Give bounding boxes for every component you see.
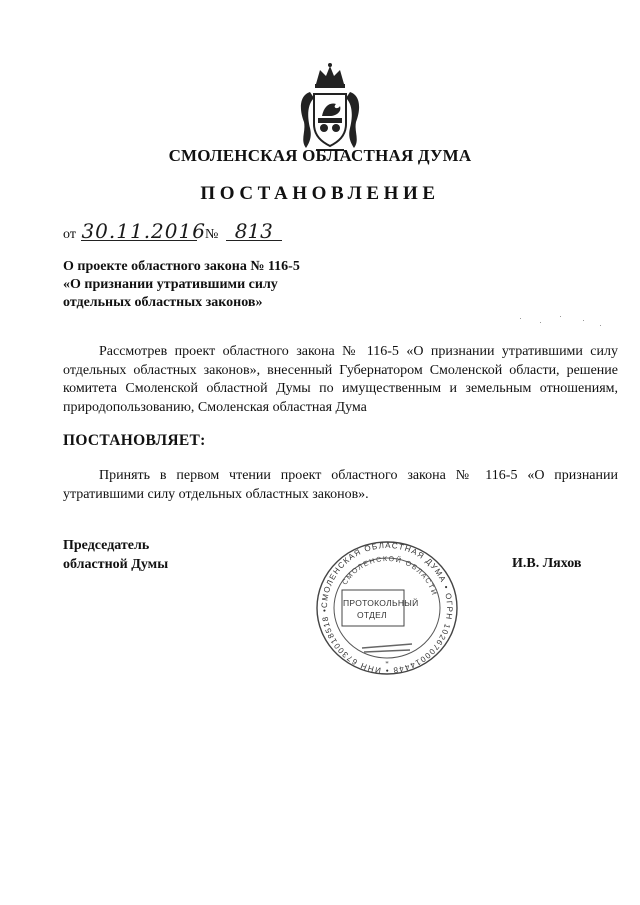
signatory-name: И.В. Ляхов [512,556,582,571]
date-prefix: от [63,227,76,242]
document-number-handwritten: 813 [226,222,282,241]
subject-line: «О признании утратившими силу [63,277,278,292]
signatory-title-line: Председатель [63,538,150,553]
document-type-title: ПОСТАНОВЛЕНИЕ [200,183,440,204]
seal-box-line: ОТДЕЛ [356,610,388,620]
resolves-heading: ПОСТАНОВЛЯЕТ: [63,432,206,449]
svg-text:*: * [385,660,389,668]
signatory-title [63,537,168,574]
decision-paragraph: Принять в первом чтении проект областного закона № 116-5 «О признании утратившими силу отдельных областных законов». [63,468,618,502]
subject-line: О проекте областного закона № 116-5 [63,259,300,274]
signatory-title-line: областной Думы [63,556,169,572]
document-date-number-line [63,219,282,243]
organization-name: СМОЛЕНСКАЯ ОБЛАСТНАЯ ДУМА [168,146,472,165]
document-date-handwritten: 30.11.2016 [81,219,206,243]
subject-line: отдельных областных законов» [63,295,263,310]
smolensk-coat-of-arms-icon [296,62,364,154]
seal-inner-text: СМОЛЕНСКОЙ ОБЛАСТИ [341,555,438,598]
seal-box-text [343,597,419,621]
number-sign: № [204,227,219,242]
body-paragraph: Рассмотрев проект областного закона № 116-5 «О признании утратившими силу отдельных областных законов», внесенный Губернатором Смоленской области, решение комитета Смоленской областной Думы по имущественным и земельным отношениям, природопользованию, Смоленская областная Дума [63,344,618,415]
document-subject [63,258,300,312]
seal-box-line: ПРОТОКОЛЬНЫЙ [343,598,419,608]
seal-ring-text: СМОЛЕНСКАЯ ОБЛАСТНАЯ ДУМА • ОГРН 1026700014448 • ИНН 6730018518 • [319,540,455,676]
